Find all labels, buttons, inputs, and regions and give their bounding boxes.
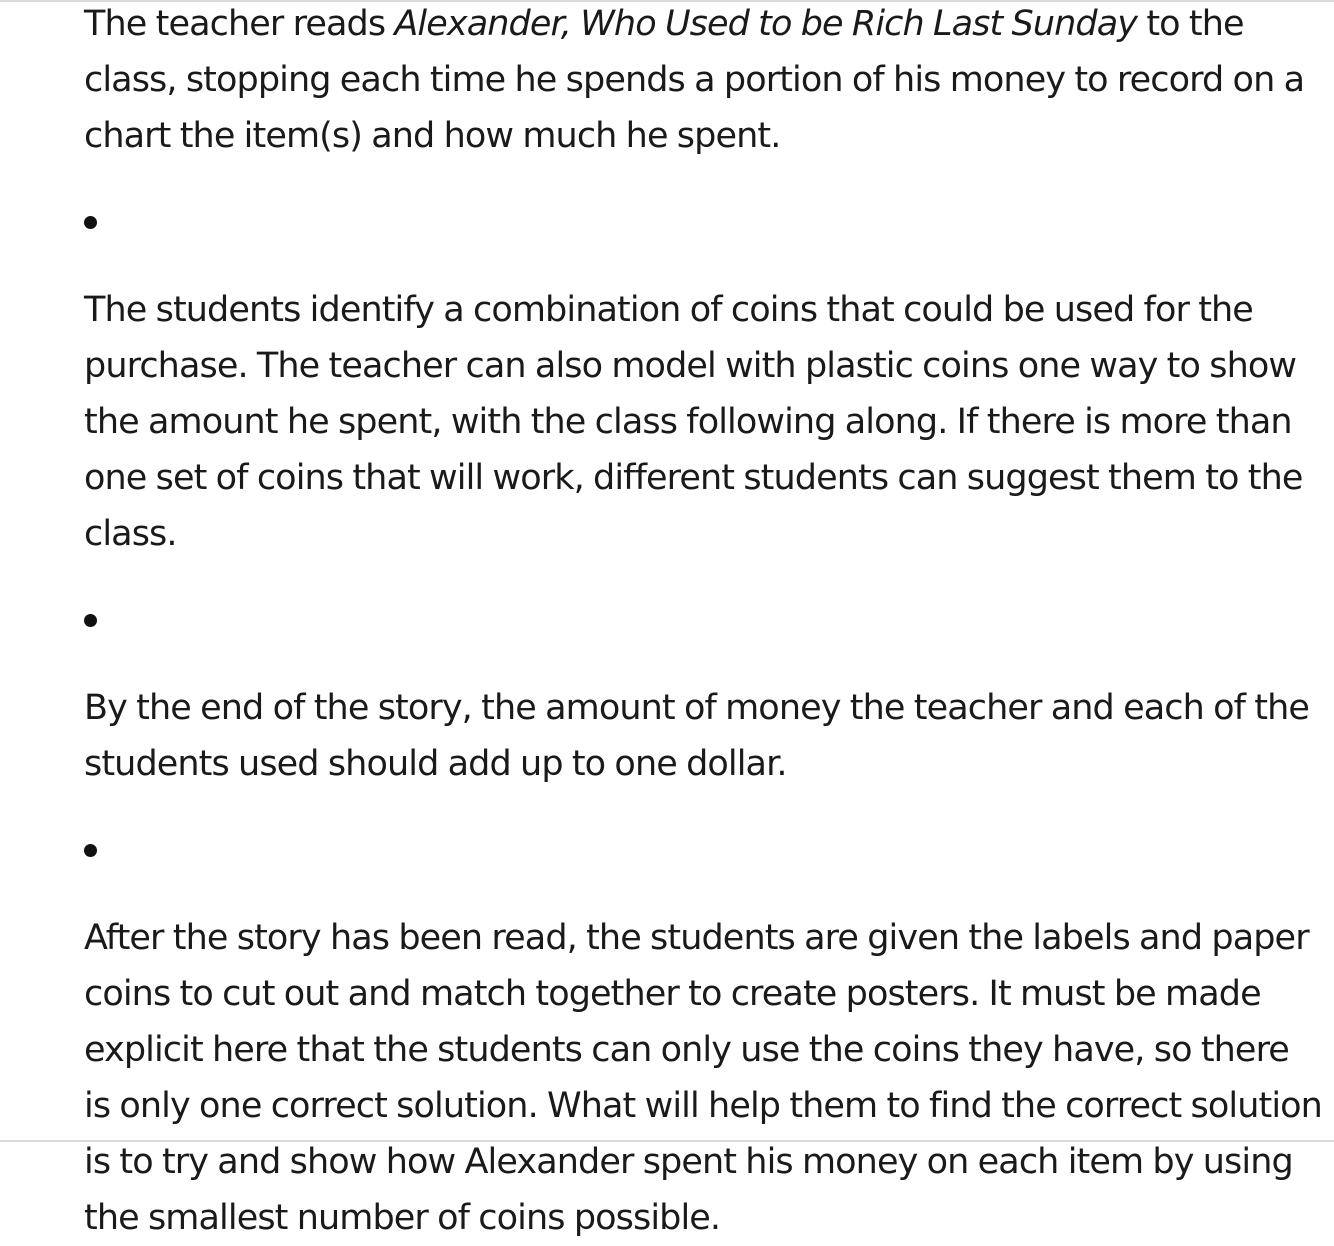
bullet-icon [84, 844, 97, 857]
paragraph-intro-rest: to the class, stopping each time he spends a portion of his money to record on a chart the item(s) and how much he spent. [84, 4, 1305, 156]
bullet-marker-3 [84, 826, 1324, 882]
paragraph-posters: After the story has been read, the students are given the labels and paper coins to cut out and match together to create posters. It must be made explicit here that the students can only use the coins they have, so there is only one correct solution. What will help them to find the correct solution is to try and show how Alexander spent his money on each item by using the smallest number of coins possible. [84, 918, 1322, 1238]
book-title: Alexander, Who Used to be Rich Last Sunday [394, 4, 1138, 44]
paragraph-one-dollar: By the end of the story, the amount of money the teacher and each of the students used should add up to one dollar. [84, 688, 1310, 784]
bullet-icon [84, 614, 97, 627]
paragraph-intro [84, 0, 1324, 164]
paragraph-intro-lead: The teacher reads [84, 4, 395, 44]
bullet-marker-1 [84, 198, 1324, 254]
bottom-divider [0, 1140, 1334, 1142]
bullet-marker-2 [84, 596, 1324, 652]
paragraph-coin-combinations: The students identify a combination of coins that could be used for the purchase. The teacher can also model with plastic coins one way to show the amount he spent, with the class following along. If there is more than one set of coins that will work, different students can suggest them to the class. [84, 290, 1303, 554]
bullet-icon [84, 216, 97, 229]
document-body [84, 0, 1324, 1246]
